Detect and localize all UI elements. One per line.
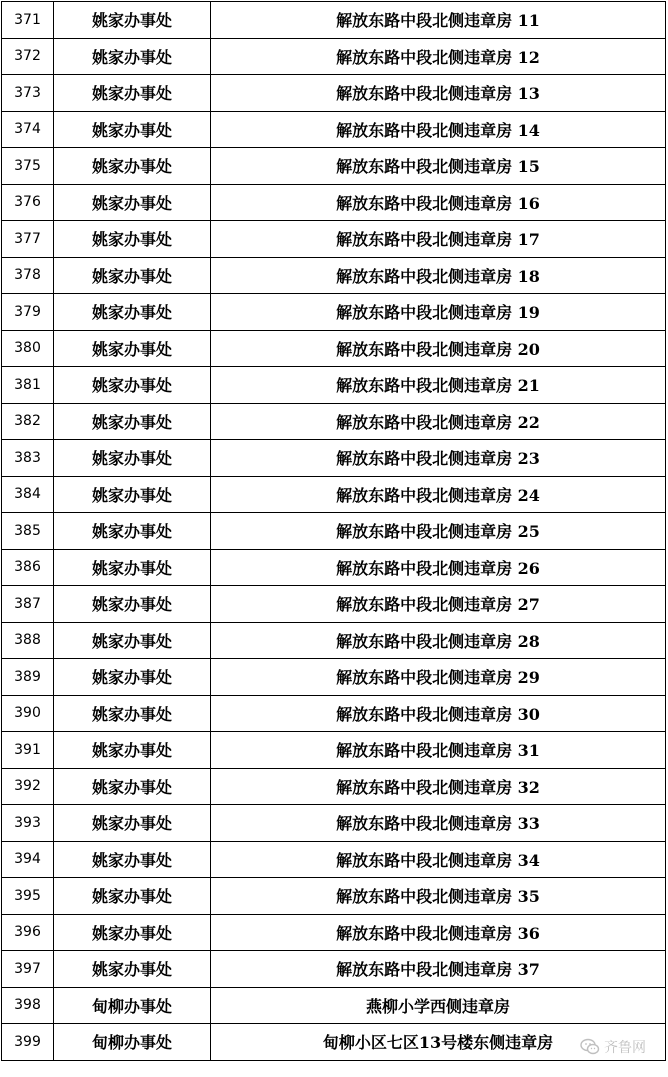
row-number: 395: [2, 878, 54, 915]
row-number: 384: [2, 476, 54, 513]
location-cell: 解放东路中段北侧违章房 34: [211, 841, 666, 878]
office-cell: 姚家办事处: [54, 221, 211, 258]
location-cell: 解放东路中段北侧违章房 15: [211, 148, 666, 185]
office-cell: 姚家办事处: [54, 586, 211, 623]
location-cell: 解放东路中段北侧违章房 31: [211, 732, 666, 769]
row-number: 376: [2, 184, 54, 221]
office-cell: 姚家办事处: [54, 659, 211, 696]
table-row: [2, 659, 666, 696]
row-number: 382: [2, 403, 54, 440]
location-cell: 燕柳小学西侧违章房: [211, 987, 666, 1024]
office-cell: 姚家办事处: [54, 111, 211, 148]
location-cell: 解放东路中段北侧违章房 36: [211, 914, 666, 951]
location-cell: 解放东路中段北侧违章房 23: [211, 440, 666, 477]
office-cell: 姚家办事处: [54, 2, 211, 39]
table-body: [2, 2, 666, 1061]
office-cell: 姚家办事处: [54, 440, 211, 477]
row-number: 398: [2, 987, 54, 1024]
row-number: 381: [2, 367, 54, 404]
office-cell: 姚家办事处: [54, 403, 211, 440]
location-cell: 解放东路中段北侧违章房 12: [211, 38, 666, 75]
table-row: [2, 914, 666, 951]
table-row: [2, 549, 666, 586]
office-cell: 姚家办事处: [54, 841, 211, 878]
table-row: [2, 586, 666, 623]
table-row: [2, 513, 666, 550]
location-cell: 解放东路中段北侧违章房 19: [211, 294, 666, 331]
row-number: 389: [2, 659, 54, 696]
table-row: [2, 367, 666, 404]
location-cell: 解放东路中段北侧违章房 30: [211, 695, 666, 732]
table-row: [2, 1024, 666, 1061]
row-number: 375: [2, 148, 54, 185]
row-number: 397: [2, 951, 54, 988]
table-row: [2, 294, 666, 331]
location-cell: 解放东路中段北侧违章房 29: [211, 659, 666, 696]
office-cell: 姚家办事处: [54, 805, 211, 842]
table-row: [2, 440, 666, 477]
office-cell: 姚家办事处: [54, 367, 211, 404]
office-cell: 姚家办事处: [54, 38, 211, 75]
office-cell: 姚家办事处: [54, 878, 211, 915]
table-row: [2, 184, 666, 221]
table-row: [2, 987, 666, 1024]
row-number: 385: [2, 513, 54, 550]
table-row: [2, 2, 666, 39]
table-row: [2, 841, 666, 878]
office-cell: 姚家办事处: [54, 330, 211, 367]
table-row: [2, 221, 666, 258]
office-cell: 姚家办事处: [54, 695, 211, 732]
location-cell: 解放东路中段北侧违章房 27: [211, 586, 666, 623]
table-row: [2, 768, 666, 805]
location-cell: 解放东路中段北侧违章房 13: [211, 75, 666, 112]
row-number: 392: [2, 768, 54, 805]
table-row: [2, 111, 666, 148]
office-cell: 甸柳办事处: [54, 987, 211, 1024]
row-number: 378: [2, 257, 54, 294]
location-cell: 解放东路中段北侧违章房 16: [211, 184, 666, 221]
office-cell: 姚家办事处: [54, 148, 211, 185]
office-cell: 姚家办事处: [54, 768, 211, 805]
row-number: 393: [2, 805, 54, 842]
office-cell: 甸柳办事处: [54, 1024, 211, 1061]
table-row: [2, 257, 666, 294]
row-number: 377: [2, 221, 54, 258]
row-number: 383: [2, 440, 54, 477]
row-number: 387: [2, 586, 54, 623]
row-number: 386: [2, 549, 54, 586]
office-cell: 姚家办事处: [54, 513, 211, 550]
location-cell: 甸柳小区七区13号楼东侧违章房: [211, 1024, 666, 1061]
office-cell: 姚家办事处: [54, 914, 211, 951]
table-row: [2, 805, 666, 842]
location-cell: 解放东路中段北侧违章房 26: [211, 549, 666, 586]
location-cell: 解放东路中段北侧违章房 17: [211, 221, 666, 258]
table-row: [2, 148, 666, 185]
table-row: [2, 403, 666, 440]
location-cell: 解放东路中段北侧违章房 11: [211, 2, 666, 39]
row-number: 399: [2, 1024, 54, 1061]
row-number: 396: [2, 914, 54, 951]
row-number: 390: [2, 695, 54, 732]
table-row: [2, 732, 666, 769]
table-row: [2, 330, 666, 367]
office-cell: 姚家办事处: [54, 75, 211, 112]
table-row: [2, 878, 666, 915]
office-cell: 姚家办事处: [54, 622, 211, 659]
row-number: 388: [2, 622, 54, 659]
office-cell: 姚家办事处: [54, 476, 211, 513]
location-cell: 解放东路中段北侧违章房 22: [211, 403, 666, 440]
office-cell: 姚家办事处: [54, 294, 211, 331]
location-cell: 解放东路中段北侧违章房 25: [211, 513, 666, 550]
location-cell: 解放东路中段北侧违章房 14: [211, 111, 666, 148]
row-number: 379: [2, 294, 54, 331]
row-number: 394: [2, 841, 54, 878]
office-cell: 姚家办事处: [54, 257, 211, 294]
row-number: 391: [2, 732, 54, 769]
demolition-list-table: [1, 1, 666, 1061]
row-number: 371: [2, 2, 54, 39]
location-cell: 解放东路中段北侧违章房 21: [211, 367, 666, 404]
location-cell: 解放东路中段北侧违章房 20: [211, 330, 666, 367]
table-row: [2, 695, 666, 732]
location-cell: 解放东路中段北侧违章房 33: [211, 805, 666, 842]
watermark-text: 齐鲁网: [604, 1040, 646, 1056]
location-cell: 解放东路中段北侧违章房 35: [211, 878, 666, 915]
row-number: 380: [2, 330, 54, 367]
table-row: [2, 951, 666, 988]
row-number: 373: [2, 75, 54, 112]
location-cell: 解放东路中段北侧违章房 37: [211, 951, 666, 988]
table-row: [2, 476, 666, 513]
office-cell: 姚家办事处: [54, 549, 211, 586]
table-row: [2, 75, 666, 112]
location-cell: 解放东路中段北侧违章房 28: [211, 622, 666, 659]
office-cell: 姚家办事处: [54, 951, 211, 988]
location-cell: 解放东路中段北侧违章房 32: [211, 768, 666, 805]
row-number: 372: [2, 38, 54, 75]
table-row: [2, 622, 666, 659]
table-row: [2, 38, 666, 75]
location-cell: 解放东路中段北侧违章房 18: [211, 257, 666, 294]
location-cell: 解放东路中段北侧违章房 24: [211, 476, 666, 513]
row-number: 374: [2, 111, 54, 148]
office-cell: 姚家办事处: [54, 184, 211, 221]
office-cell: 姚家办事处: [54, 732, 211, 769]
